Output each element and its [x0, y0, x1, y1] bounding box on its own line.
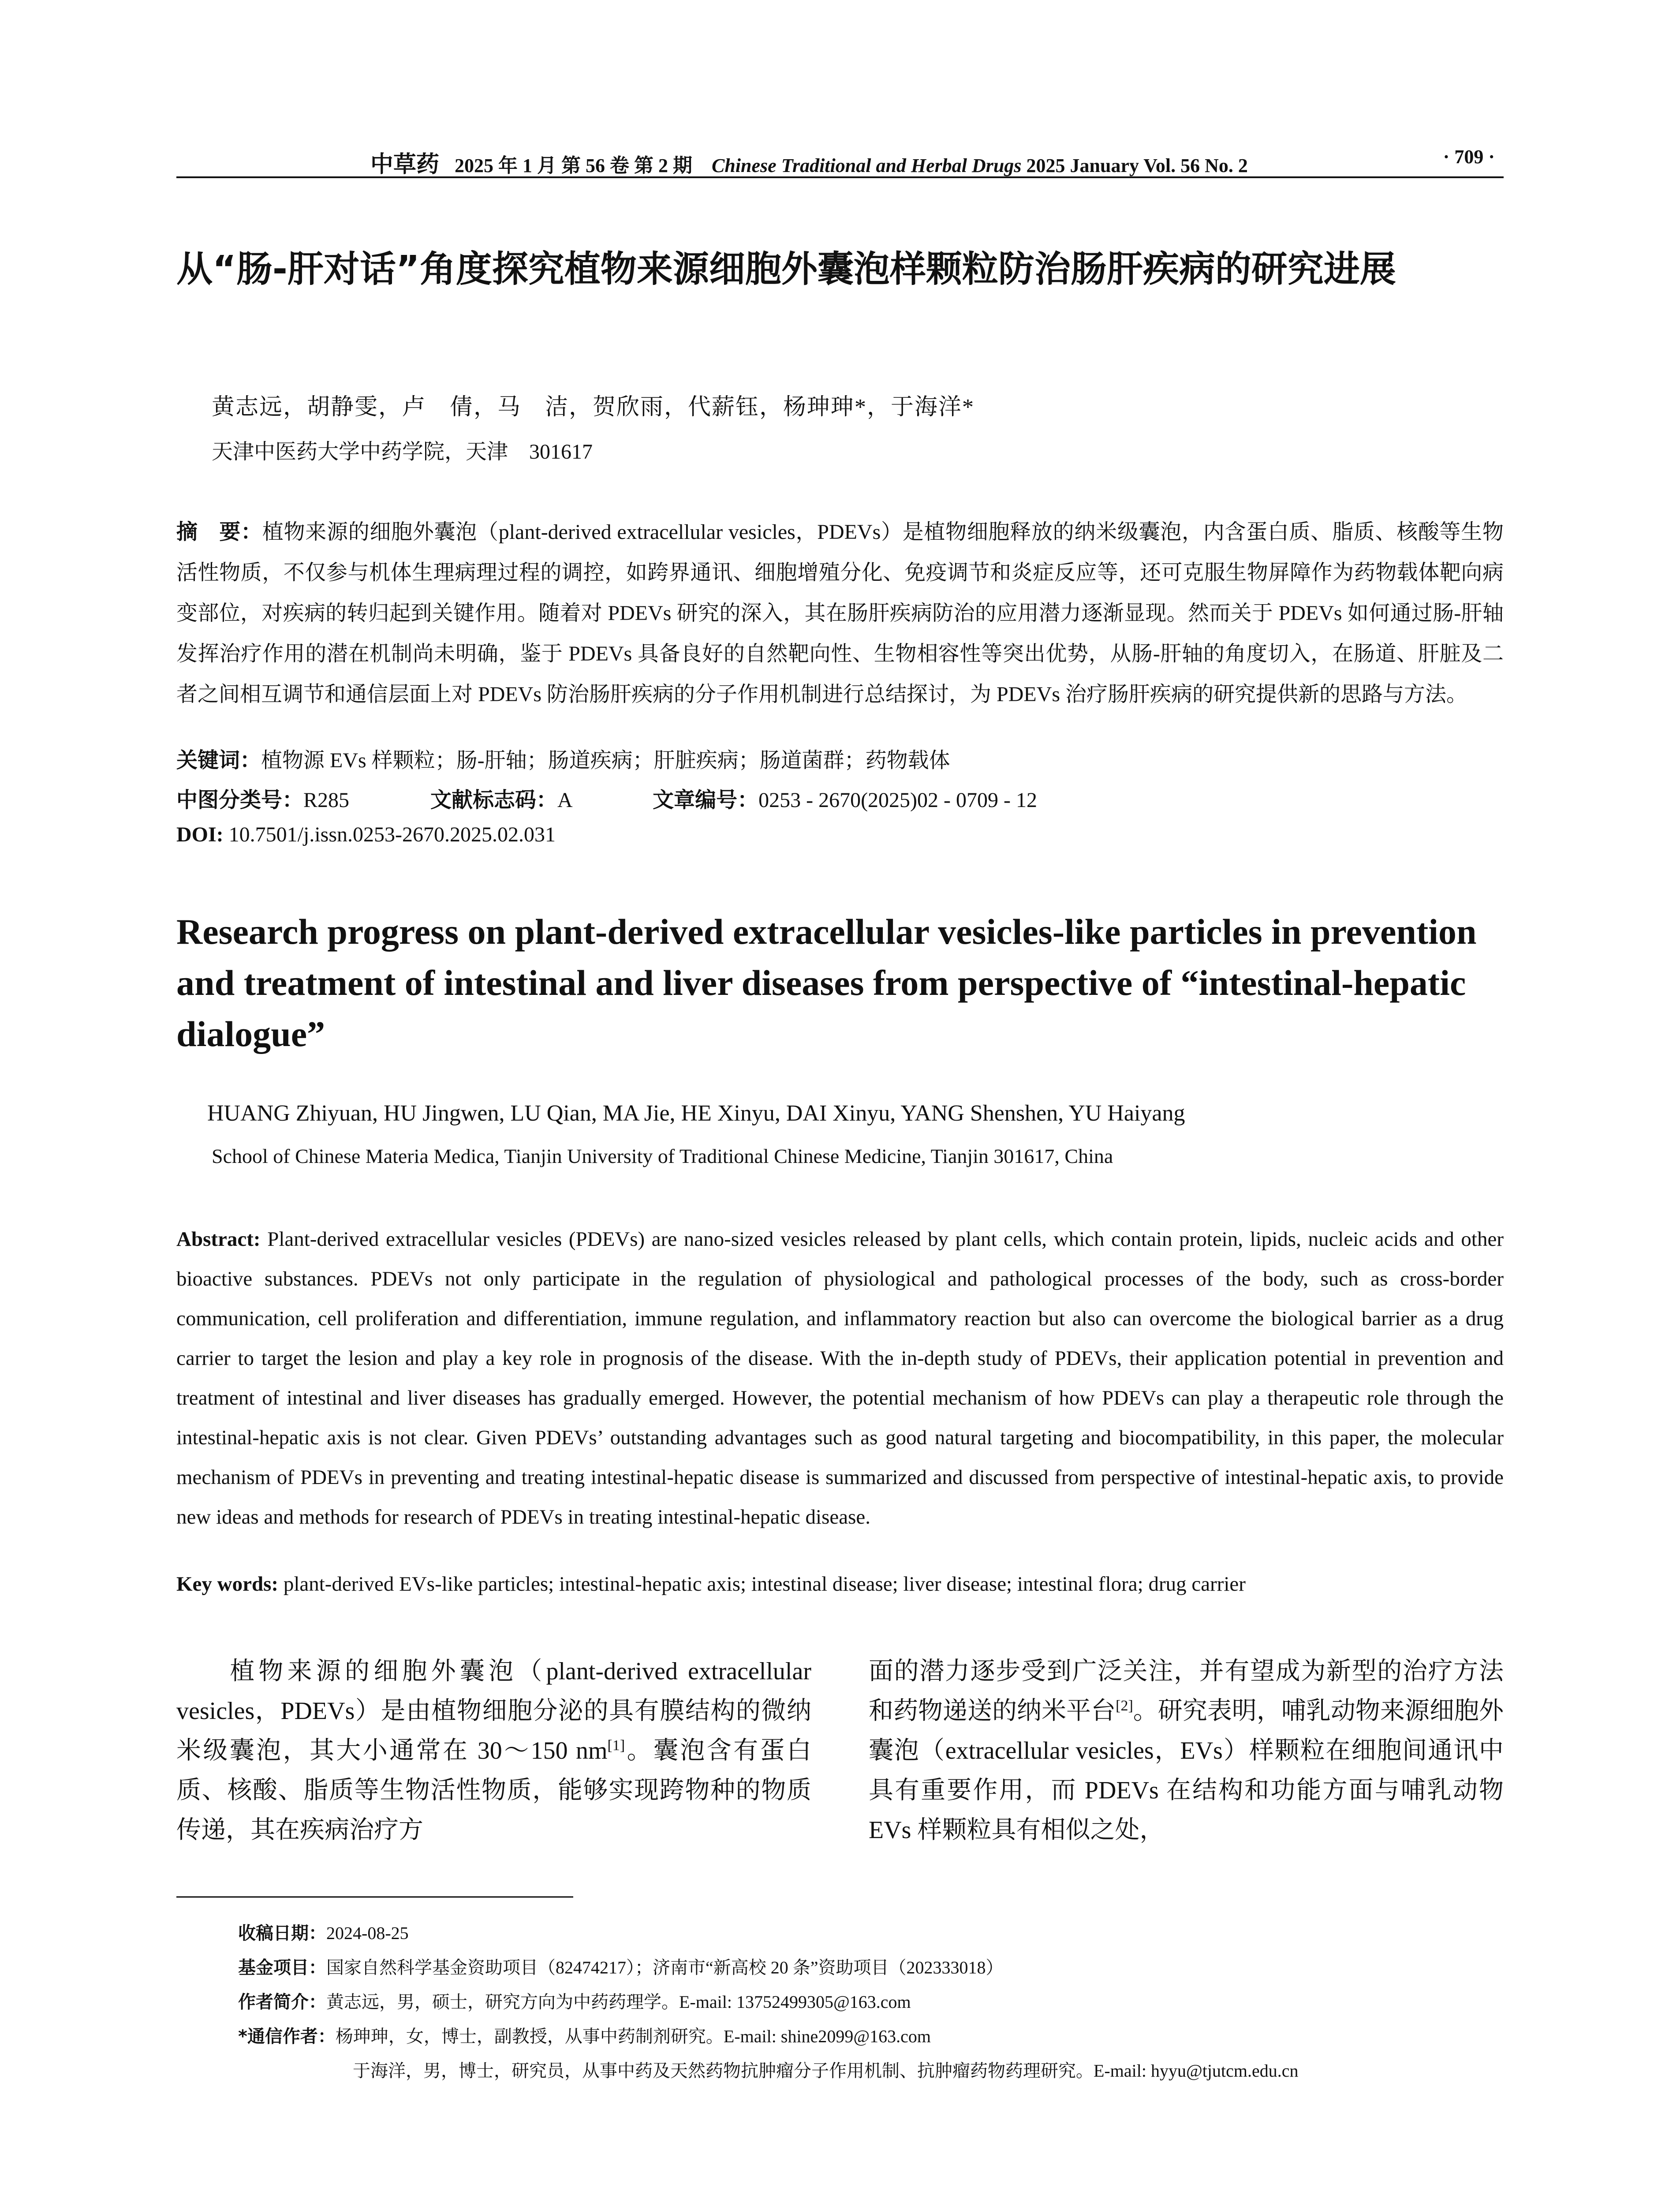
clc-value: R285: [303, 789, 350, 812]
clc-label: 中图分类号：: [176, 788, 304, 812]
classification-line: [176, 783, 1037, 813]
abstract-en: [176, 1219, 1504, 1537]
footnote-corresponding: [238, 2019, 1504, 2054]
body-left-text-1: 植物来源的细胞外囊泡（plant-derived extracellular vesicles，PDEVs）是由植物细胞分泌的具有膜结构的微纳米级囊泡，其大小通常在 30～150 nm: [176, 1658, 811, 1764]
keywords-en-text: plant-derived EVs-like particles; intestinal-hepatic axis; intestinal disease; liver disease; intestinal flora; drug carrier: [283, 1573, 1246, 1596]
received-label: 收稿日期：: [238, 1923, 326, 1943]
fund-label: 基金项目：: [238, 1958, 326, 1978]
journal-issue-line: [370, 146, 1248, 179]
keywords-en-label: Key words:: [176, 1573, 279, 1596]
doi-value: 10.7501/j.issn.0253-2670.2025.02.031: [228, 823, 556, 846]
abstract-cn-text: 植物来源的细胞外囊泡（plant-derived extracellular vesicles，PDEVs）是植物细胞释放的纳米级囊泡，内含蛋白质、脂质、核酸等生物活性物质，不仅参与机体生理病理过程的调控，如跨界通讯、细胞增殖分化、免疫调节和炎症反应等，还可克服生物屏障作为药物载体靶向病变部位，对疾病的转归起到关键作用。随着对 PDEVs 研究的深入，其在肠肝疾病防治的应用潜力逐渐显现。然而关于 PDEVs 如何通过肠-肝轴发挥治疗作用的潜在机制尚未明确，鉴于 PDEVs 具备良好的自然靶向性、生物相容性等突出优势，从肠-肝轴的角度切入，在肠道、肝脏及二者之间相互调节和通信层面上对 PDEVs 防治肠肝疾病的分子作用机制进行总结探讨，为 PDEVs 治疗肠肝疾病的研究提供新的思路与方法。: [176, 520, 1504, 706]
title-cn: 从“肠-肝对话”角度探究植物来源细胞外囊泡样颗粒防治肠肝疾病的研究进展: [176, 248, 1396, 290]
body-column-left: [176, 1652, 811, 1850]
bio-value: 黄志远，男，硕士，研究方向为中药药理学。E-mail: 13752499305@163.com: [326, 1992, 911, 2012]
abstract-en-text: Plant-derived extracellular vesicles (PDEVs) are nano-sized vesicles released by plant cells, which contain protein, lipids, nucleic acids and other bioactive substances. PDEVs not only participate in the regulation of physiological and pathological processes of the body, such as cross-border communication, cell proliferation and differentiation, immune regulation, and inflammatory reaction but also can overcome the biological barrier as a drug carrier to target the lesion and play a key role in prognosis of the disease. With the in-depth study of PDEVs, their application potential in prevention and treatment of intestinal and liver diseases has gradually emerged. However, the potential mechanism of how PDEVs can play a therapeutic role through the intestinal-hepatic axis is not clear. Given PDEVs’ outstanding advantages such as good natural targeting and biocompatibility, in this paper, the molecular mechanism of PDEVs in preventing and treating intestinal-hepatic disease is summarized and discussed from perspective of intestinal-hepatic axis, to provide new ideas and methods for research of PDEVs in treating intestinal-hepatic disease.: [176, 1228, 1504, 1529]
keywords-cn-label: 关键词：: [176, 748, 261, 773]
citation-1: [1]: [607, 1737, 625, 1754]
fund-value: 国家自然科学基金资助项目（82474217）；济南市“新高校 20 条”资助项目（202333018）: [326, 1958, 1004, 1977]
abstract-en-label: Abstract:: [176, 1228, 261, 1251]
authors-en: HUANG Zhiyuan, HU Jingwen, LU Qian, MA Jie, HE Xinyu, DAI Xinyu, YANG Shenshen, YU Haiyang: [207, 1101, 1185, 1126]
issue-cn: 2025 年 1 月 第 56 卷 第 2 期: [455, 155, 693, 176]
corr-label: *通信作者：: [238, 2026, 336, 2047]
footnote-fund: [238, 1951, 1504, 1985]
doi-label: DOI:: [176, 823, 224, 846]
affiliation-cn: 天津中医药大学中药学院，天津 301617: [212, 440, 593, 463]
received-value: 2024-08-25: [326, 1923, 409, 1943]
journal-name-cn: 中草药: [370, 152, 440, 177]
doc-code-value: A: [557, 789, 572, 812]
doi-line: [176, 822, 556, 847]
keywords-cn: [176, 743, 950, 774]
doc-code-label: 文献标志码：: [430, 788, 558, 812]
abstract-cn-label: 摘 要：: [176, 519, 262, 544]
citation-2: [2]: [1116, 1697, 1133, 1714]
bio-label: 作者简介：: [238, 1992, 326, 2012]
corr-value-1: 杨珅珅，女，博士，副教授，从事中药制剂研究。E-mail: shine2099@163.com: [335, 2026, 931, 2046]
authors-cn: 黄志远，胡静雯，卢 倩，马 洁，贺欣雨，代薪钰，杨珅珅*，于海洋*: [212, 395, 975, 420]
journal-name-en: Chinese Traditional and Herbal Drugs: [712, 155, 1022, 176]
body-left-text-2: 。囊泡含有蛋白质、核酸、脂质等生物活性物质，能够实现跨物种的物质传递，其在疾病治疗方: [176, 1737, 811, 1844]
body-column-right: [869, 1652, 1504, 1850]
footnotes: [238, 1916, 1504, 2088]
keywords-cn-text: 植物源 EVs 样颗粒；肠-肝轴；肠道疾病；肝脏疾病；肠道菌群；药物载体: [261, 749, 950, 772]
footnote-rule: [176, 1896, 573, 1898]
article-id-label: 文章编号：: [653, 788, 759, 812]
footnote-corresponding-2: [238, 2054, 1504, 2088]
article-id-value: 0253 - 2670(2025)02 - 0709 - 12: [758, 789, 1037, 812]
issue-en: 2025 January Vol. 56 No. 2: [1026, 155, 1248, 176]
footnote-received: [238, 1916, 1504, 1951]
body-right-text-2: 。研究表明，哺乳动物来源细胞外囊泡（extracellular vesicles，EVs）样颗粒在细胞间通讯中具有重要作用，而 PDEVs 在结构和功能方面与哺乳动物 EVs 样颗粒具有相似之处，: [869, 1697, 1504, 1844]
affiliation-en: School of Chinese Materia Medica, Tianjin University of Traditional Chinese Medicine, Tianjin 301617, China: [212, 1145, 1113, 1167]
abstract-cn: [176, 512, 1504, 715]
title-en: Research progress on plant-derived extracellular vesicles-like particles in prevention and treatment of intestinal and liver diseases from perspective of “intestinal-hepatic dialogue”: [176, 912, 1477, 1054]
footnote-author-bio: [238, 1985, 1504, 2019]
body-right-text-1: 面的潜力逐步受到广泛关注，并有望成为新型的治疗方法和药物递送的纳米平台: [869, 1658, 1504, 1725]
running-header: [176, 146, 1504, 176]
corr-value-2: 于海洋，男，博士，研究员，从事中药及天然药物抗肿瘤分子作用机制、抗肿瘤药物药理研究。E-mail: hyyu@tjutcm.edu.cn: [353, 2061, 1299, 2081]
header-rule: [176, 176, 1504, 178]
keywords-en: [176, 1572, 1504, 1596]
page-number: · 709 ·: [1443, 146, 1495, 168]
